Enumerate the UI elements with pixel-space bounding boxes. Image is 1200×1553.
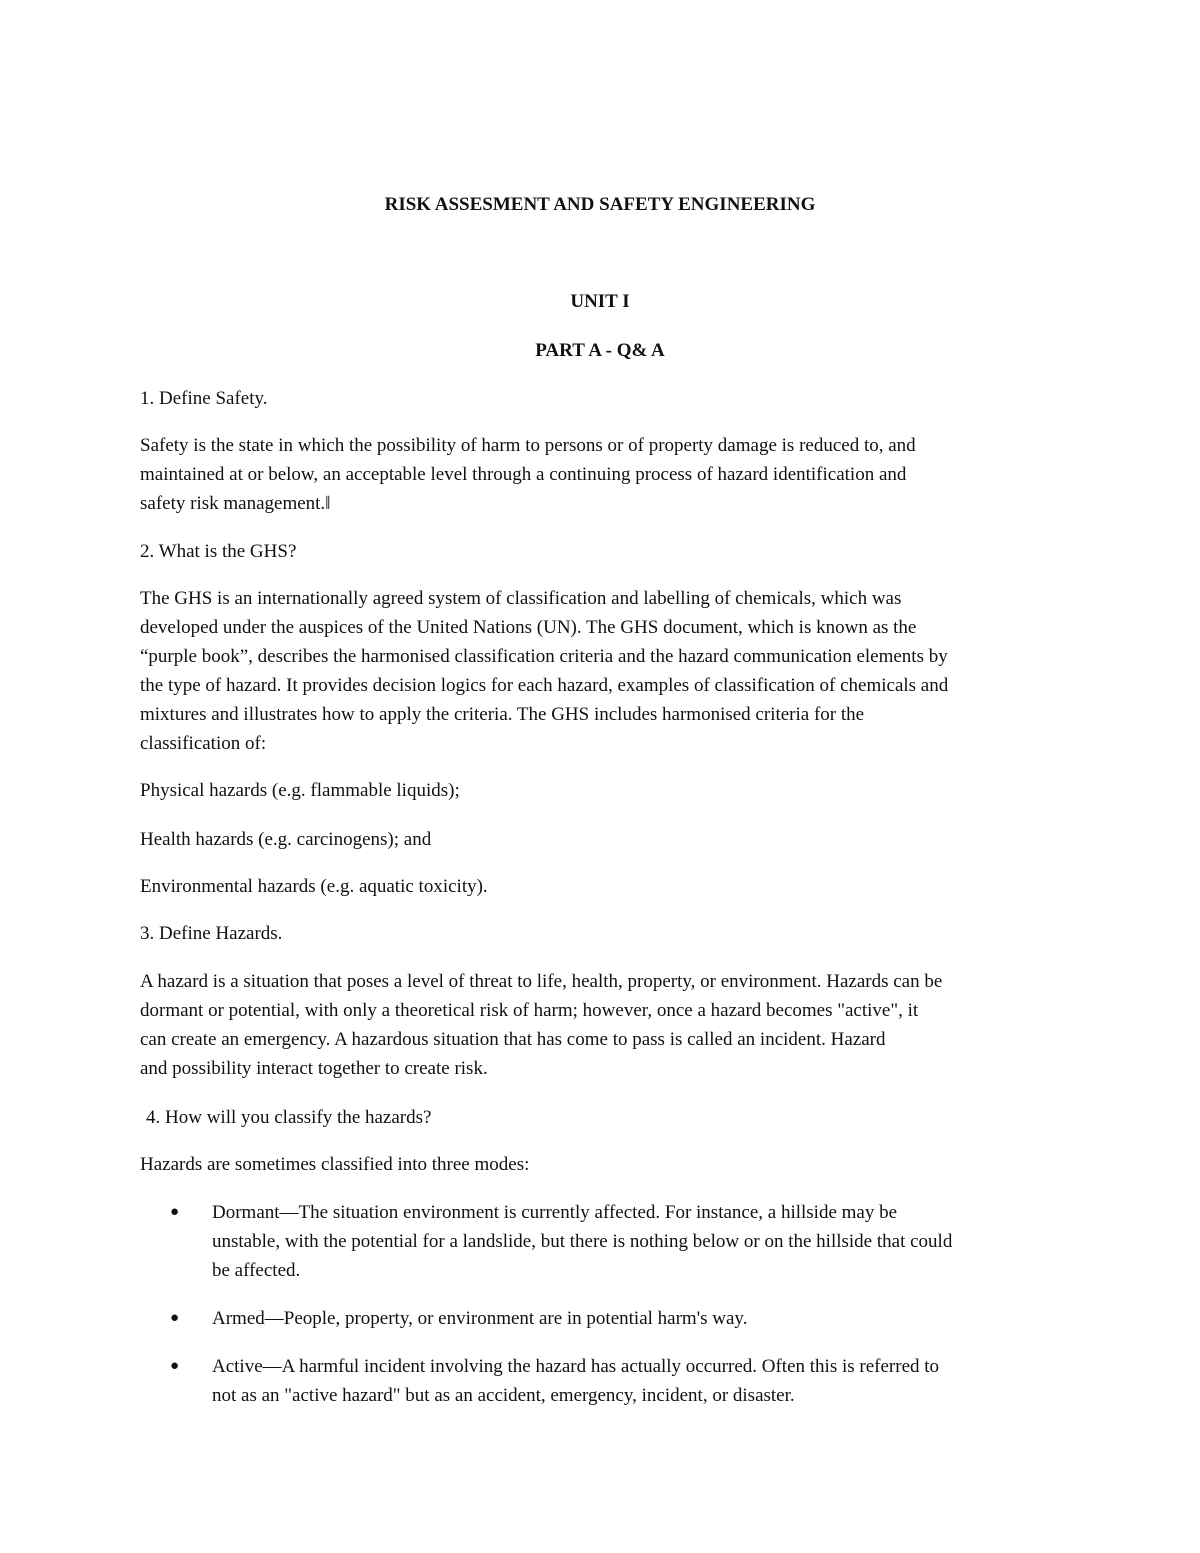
bullet-active-line-1: Active—A harmful incident involving the hazard has actually occurred. Often this is referred to [212,1356,940,1377]
answer-1-line-3: safety risk management.‖ [140,493,331,514]
ghs-item-health: Health hazards (e.g. carcinogens); and [140,829,432,850]
question-3: 3. Define Hazards. [140,923,283,944]
answer-3-line-3: can create an emergency. A hazardous situation that has come to pass is called an incident. Hazard [140,1029,886,1050]
bullet-armed-line-1: Armed—People, property, or environment are in potential harm's way. [212,1308,748,1329]
question-1: 1. Define Safety. [140,388,268,409]
ghs-item-environmental: Environmental hazards (e.g. aquatic toxicity). [140,876,488,897]
bullet-dormant-line-3: be affected. [212,1260,301,1281]
answer-3-line-1: A hazard is a situation that poses a level of threat to life, health, property, or environment. Hazards can be [140,971,943,992]
answer-4-intro: Hazards are sometimes classified into three modes: [140,1154,530,1175]
bullet-dormant-line-2: unstable, with the potential for a landslide, but there is nothing below or on the hillside that could [212,1231,953,1252]
answer-2-line-6: classification of: [140,733,267,754]
bullet-active-line-2: not as an "active hazard" but as an accident, emergency, incident, or disaster. [212,1385,795,1406]
bullet-icon: ● [170,1204,180,1220]
answer-3-line-2: dormant or potential, with only a theoretical risk of harm; however, once a hazard becomes "active", it [140,1000,919,1021]
bullet-icon: ● [170,1310,180,1326]
answer-2-line-2: developed under the auspices of the United Nations (UN). The GHS document, which is known as the [140,617,917,638]
answer-2-line-3: “purple book”, describes the harmonised classification criteria and the hazard communication elements by [140,646,948,667]
answer-1-line-2: maintained at or below, an acceptable level through a continuing process of hazard identification and [140,464,907,485]
part-heading: PART A - Q& A [535,340,665,361]
unit-heading: UNIT I [570,291,630,312]
answer-2-line-4: the type of hazard. It provides decision logics for each hazard, examples of classification of chemicals and [140,675,949,696]
question-2: 2. What is the GHS? [140,541,297,562]
answer-2-line-5: mixtures and illustrates how to apply the criteria. The GHS includes harmonised criteria for the [140,704,865,725]
answer-2-line-1: The GHS is an internationally agreed system of classification and labelling of chemicals, which was [140,588,902,609]
question-4: 4. How will you classify the hazards? [146,1107,432,1128]
bullet-dormant-line-1: Dormant—The situation environment is currently affected. For instance, a hillside may be [212,1202,898,1223]
document-title: RISK ASSESMENT AND SAFETY ENGINEERING [384,194,816,215]
ghs-item-physical: Physical hazards (e.g. flammable liquids); [140,780,460,801]
bullet-icon: ● [170,1358,180,1374]
answer-3-line-4: and possibility interact together to create risk. [140,1058,488,1079]
answer-1-line-1: Safety is the state in which the possibility of harm to persons or of property damage is reduced to, and [140,435,916,456]
